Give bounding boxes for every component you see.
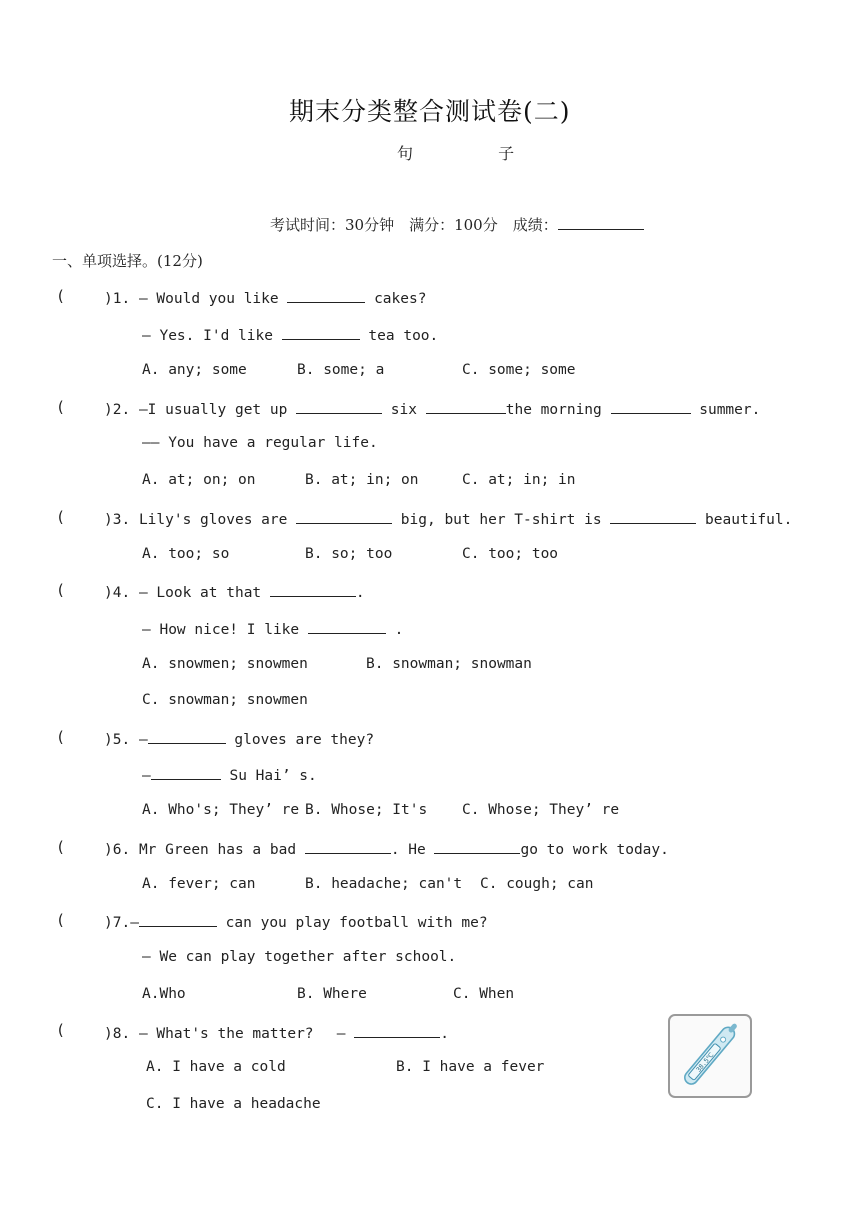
answer-paren[interactable] xyxy=(56,287,65,305)
option-c: C. snowman; snowmen xyxy=(142,692,308,708)
question-text: Mr Green has a bad xyxy=(138,842,305,858)
page-subtitle: 句 子 xyxy=(397,144,555,163)
question-text: . xyxy=(385,622,404,638)
answer-blank[interactable] xyxy=(354,1023,440,1038)
answer-blank[interactable] xyxy=(305,839,391,854)
option-b: B. Where xyxy=(297,986,367,1002)
answer-paren[interactable] xyxy=(56,838,65,856)
option-b: B. at; in; on xyxy=(305,472,419,488)
answer-blank[interactable] xyxy=(139,912,217,927)
paren-open: ( xyxy=(56,838,66,856)
answer-blank[interactable] xyxy=(610,509,696,524)
question-4-line-2 xyxy=(142,619,403,638)
question-1-line-2 xyxy=(142,325,438,344)
question-5-line-1 xyxy=(104,729,374,748)
option-a: A. snowmen; snowmen xyxy=(142,656,308,672)
option-b: B. headache; can't xyxy=(305,876,463,892)
option-c: C. Whose; They’ re xyxy=(462,802,620,818)
question-5-line-2 xyxy=(142,765,317,784)
question-number: )5. xyxy=(104,732,131,748)
paren-open: ( xyxy=(56,911,66,929)
question-text: Su Hai’ s. xyxy=(220,768,317,784)
thermometer-reading: 38.5℃ xyxy=(694,1050,716,1074)
option-a: A. Who's; They’ re xyxy=(142,802,300,818)
question-2-line-1 xyxy=(104,399,760,418)
option-b: B. I have a fever xyxy=(396,1059,545,1075)
option-a: A. any; some xyxy=(142,362,247,378)
option-b: B. so; too xyxy=(305,546,393,562)
question-text: — How nice! I like xyxy=(142,622,308,638)
question-text: — Would you like xyxy=(138,291,288,307)
question-1-line-1 xyxy=(104,288,426,307)
option-c: C. I have a headache xyxy=(146,1096,321,1112)
answer-paren[interactable] xyxy=(56,398,65,416)
question-text: beautiful. xyxy=(696,512,793,528)
question-text: big, but her T-shirt is xyxy=(392,512,611,528)
question-number: )8. xyxy=(104,1026,131,1042)
thermometer-icon xyxy=(667,1013,753,1099)
question-text: — xyxy=(138,732,148,748)
question-text: . xyxy=(440,1026,449,1042)
paren-open: ( xyxy=(56,728,66,746)
option-a: A. fever; can xyxy=(142,876,256,892)
question-text: gloves are they? xyxy=(225,732,375,748)
thermometer-image xyxy=(667,1013,753,1099)
question-number: )2. xyxy=(104,402,131,418)
answer-blank[interactable] xyxy=(270,582,356,597)
question-text: — Yes. I'd like xyxy=(142,328,282,344)
exam-info xyxy=(270,214,644,235)
section-heading: 一、单项选择。(12分) xyxy=(52,252,203,270)
question-text: can you play football with me? xyxy=(216,915,488,931)
question-text: six xyxy=(382,402,426,418)
option-c: C. When xyxy=(453,986,515,1002)
question-2-line-2: —— You have a regular life. xyxy=(142,435,378,451)
question-text: go to work today. xyxy=(520,842,669,858)
answer-blank[interactable] xyxy=(308,619,386,634)
question-4-line-1 xyxy=(104,582,365,601)
question-3-line-1 xyxy=(104,509,792,528)
paren-open: ( xyxy=(56,1021,66,1039)
paren-open: ( xyxy=(56,398,66,416)
question-text: — xyxy=(130,915,139,931)
question-6-line-1 xyxy=(104,839,669,858)
paren-open: ( xyxy=(56,287,66,305)
question-number: )4. xyxy=(104,585,131,601)
option-c: C. cough; can xyxy=(480,876,594,892)
answer-blank[interactable] xyxy=(151,765,221,780)
question-text: . xyxy=(355,585,365,601)
answer-paren[interactable] xyxy=(56,911,65,929)
answer-paren[interactable] xyxy=(56,1021,65,1039)
question-number: )6. xyxy=(104,842,131,858)
question-text: the morning xyxy=(505,402,611,418)
question-text: — Look at that xyxy=(138,585,270,601)
page-title: 期末分类整合测试卷(二) xyxy=(289,97,571,126)
score-blank[interactable] xyxy=(558,215,644,230)
question-text: summer. xyxy=(690,402,761,418)
question-text: — What's the matter? — xyxy=(138,1026,355,1042)
question-text: — xyxy=(142,768,151,784)
question-text: —I usually get up xyxy=(138,402,297,418)
question-number: )3. xyxy=(104,512,131,528)
question-number: )1. xyxy=(104,291,131,307)
option-c: C. at; in; in xyxy=(462,472,576,488)
option-c: C. too; too xyxy=(462,546,559,562)
question-text: . He xyxy=(390,842,435,858)
option-c: C. some; some xyxy=(462,362,576,378)
paren-open: ( xyxy=(56,581,66,599)
option-a: A. I have a cold xyxy=(146,1059,286,1075)
answer-blank[interactable] xyxy=(434,839,520,854)
answer-blank[interactable] xyxy=(148,729,226,744)
option-a: A.Who xyxy=(142,986,186,1002)
exam-info-text: 考试时间：30分钟 满分：100分 成绩： xyxy=(270,216,558,234)
answer-paren[interactable] xyxy=(56,581,65,599)
answer-blank[interactable] xyxy=(426,399,506,414)
option-a: A. at; on; on xyxy=(142,472,256,488)
answer-paren[interactable] xyxy=(56,728,65,746)
answer-blank[interactable] xyxy=(296,399,382,414)
question-7-line-2: — We can play together after school. xyxy=(142,949,457,965)
question-number: )7. xyxy=(104,915,131,931)
question-text: tea too. xyxy=(359,328,439,344)
question-text: cakes? xyxy=(365,291,427,307)
answer-paren[interactable] xyxy=(56,508,65,526)
paren-open: ( xyxy=(56,508,66,526)
answer-blank[interactable] xyxy=(282,325,360,340)
option-b: B. Whose; It's xyxy=(305,802,428,818)
answer-blank[interactable] xyxy=(287,288,365,303)
answer-blank[interactable] xyxy=(611,399,691,414)
option-a: A. too; so xyxy=(142,546,230,562)
option-b: B. some; a xyxy=(297,362,385,378)
question-7-line-1 xyxy=(104,912,488,931)
question-text: Lily's gloves are xyxy=(138,512,297,528)
question-8-line-1 xyxy=(104,1022,449,1043)
option-b: B. snowman; snowman xyxy=(366,656,532,672)
answer-blank[interactable] xyxy=(296,509,392,524)
